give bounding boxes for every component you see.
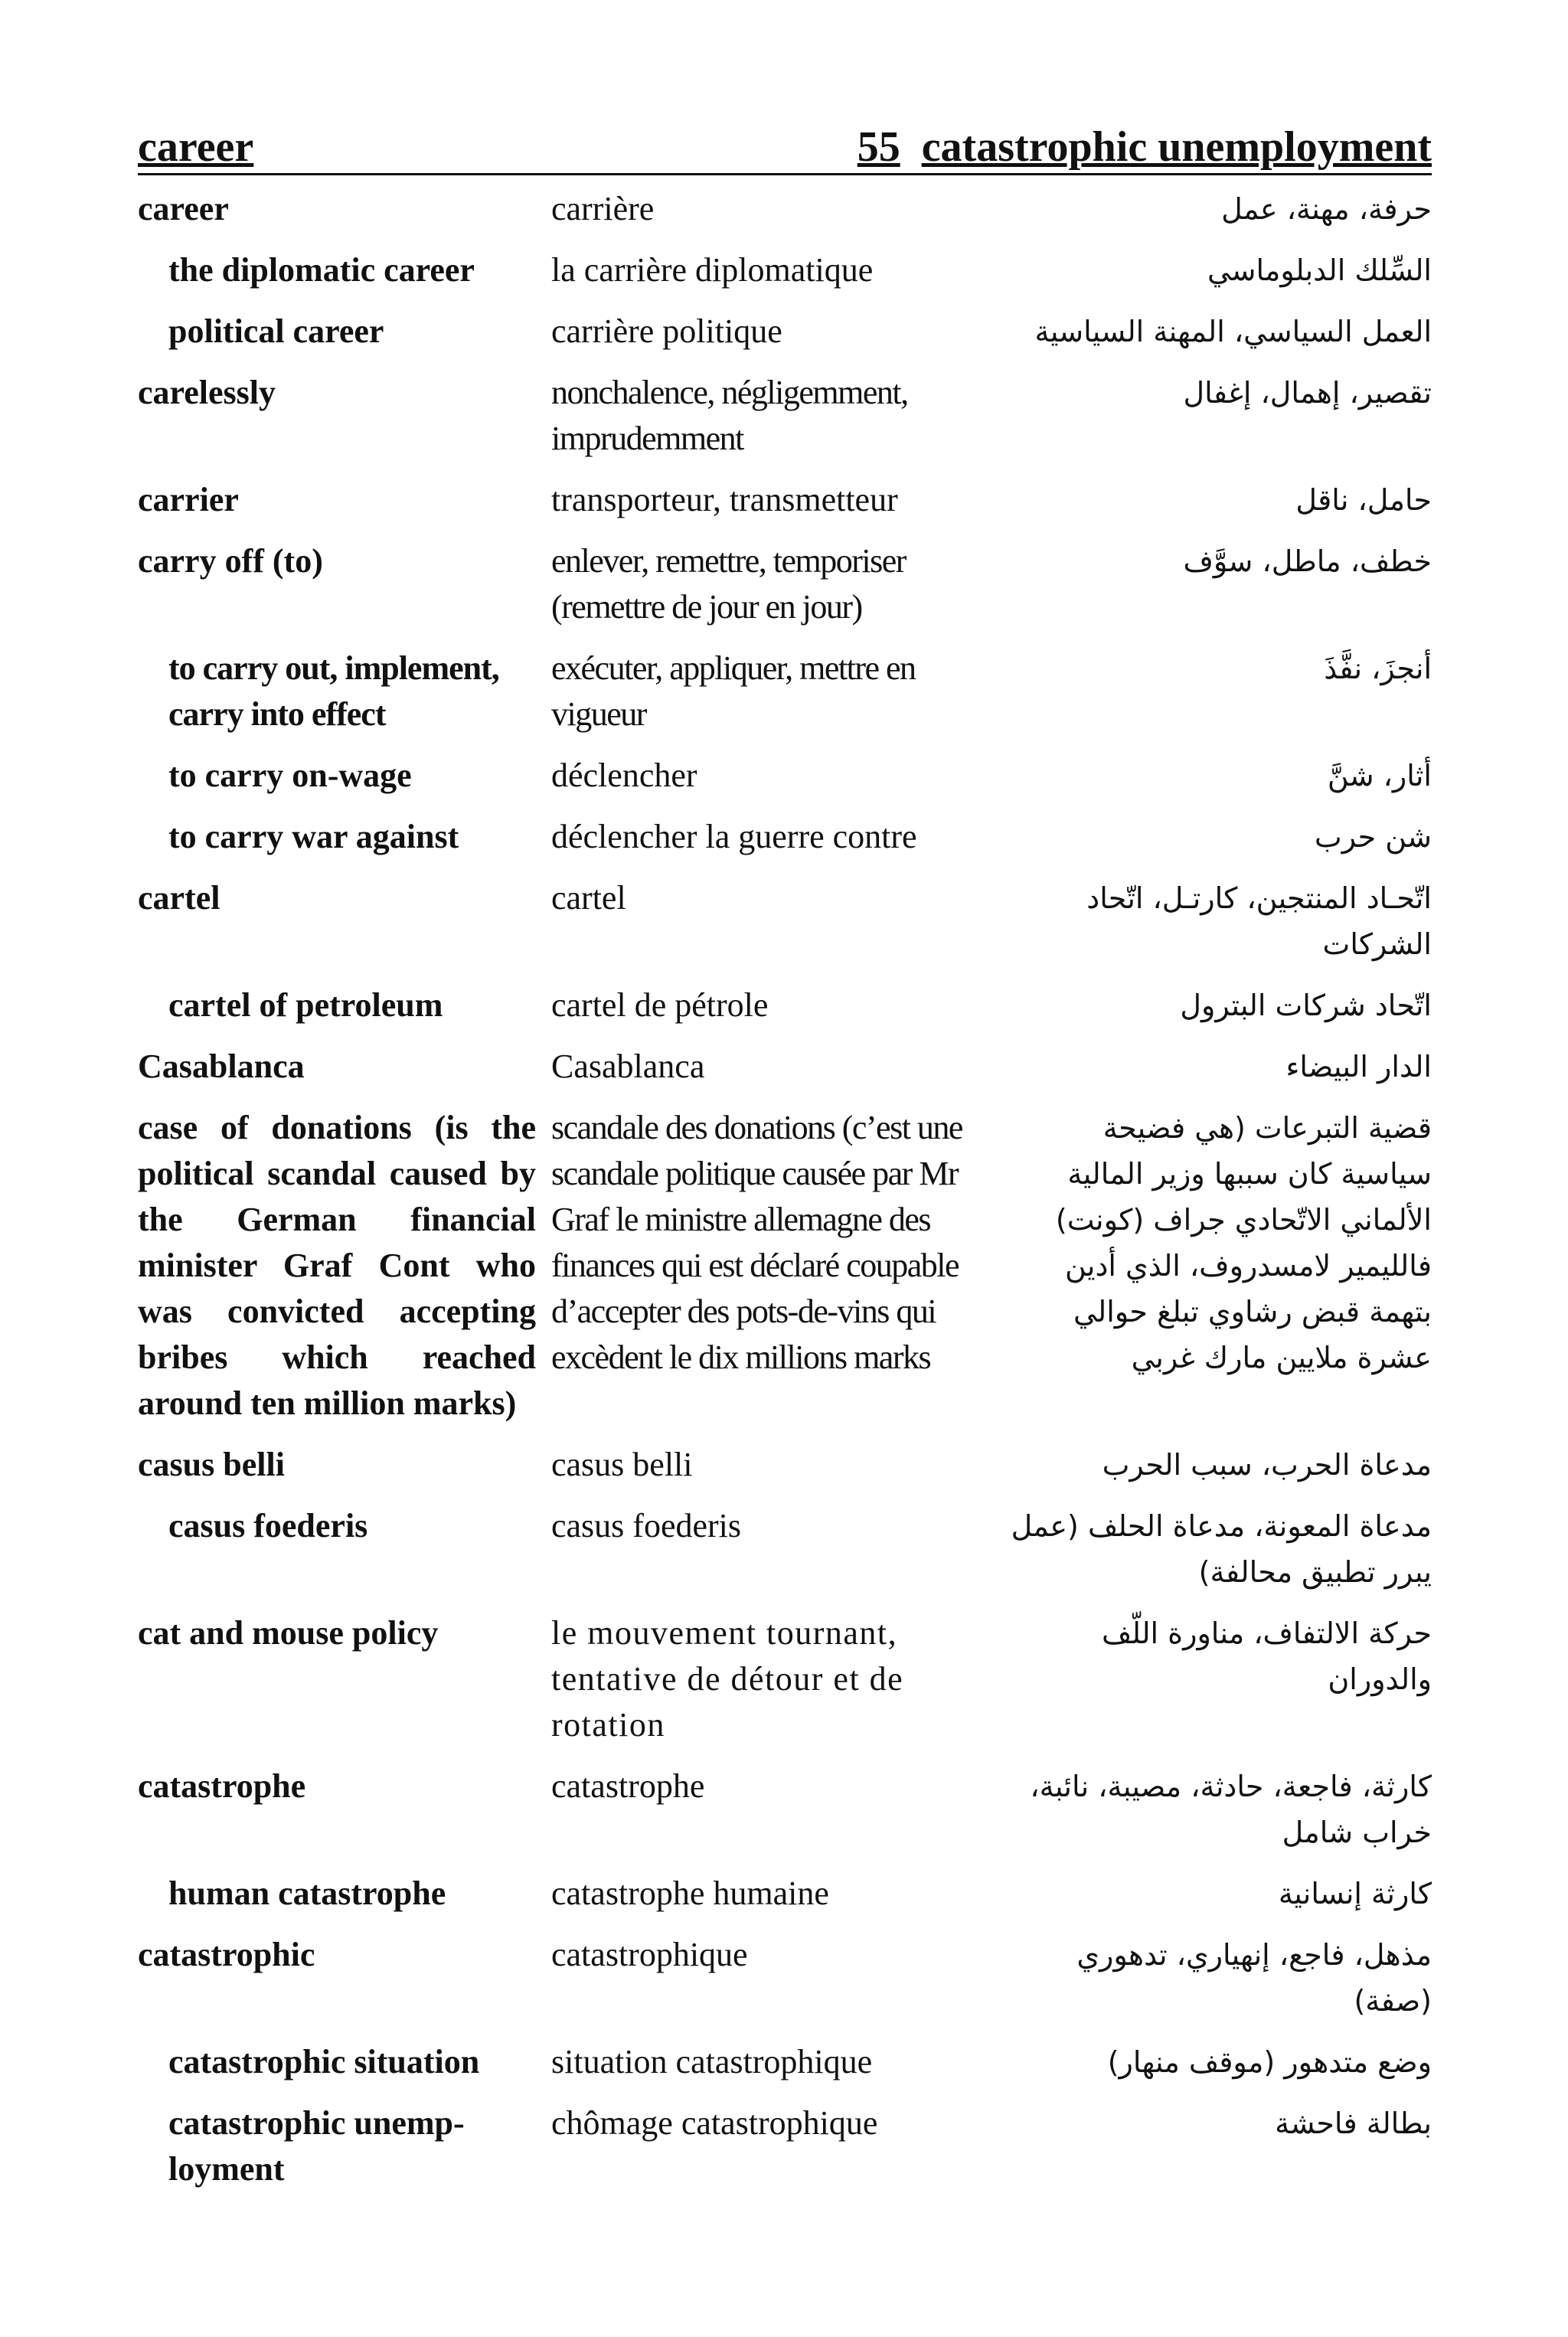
arabic-term: خطف، ماطل، سوَّف [1183, 544, 1432, 578]
french-term: casus foederis [551, 1507, 742, 1544]
entry-list [138, 186, 1432, 2192]
entry-row [138, 982, 1432, 1028]
english-term: cartel of petroleum [168, 986, 443, 1024]
english-term: career [138, 190, 229, 227]
header-last-word: catastrophic unemployment [921, 123, 1432, 171]
english-term: catastrophe [138, 1767, 306, 1805]
arabic-term: اتّحـاد المنتجين، كارتـل، اتّحاد الشركات [1086, 881, 1432, 961]
french-term: exécuter, appliquer, mettre en vigueur [551, 649, 916, 733]
page-number: 55 [857, 123, 900, 171]
english-term: to carry war against [168, 818, 459, 855]
english-term: the diplomatic career [168, 251, 475, 289]
entry-row [138, 1442, 1432, 1488]
entry-row [138, 309, 1432, 355]
french-term: cartel [551, 879, 626, 917]
french-term: la carrière diplomatique [551, 251, 874, 289]
arabic-term: حرفة، مهنة، عمل [1221, 192, 1432, 226]
french-term: catastrophe [551, 1767, 705, 1805]
english-term: carry off (to) [138, 542, 323, 580]
arabic-term: حامل، ناقل [1295, 483, 1432, 517]
entry-row [138, 370, 1432, 462]
french-term: nonchalence, négligemment, imprudemment [551, 374, 908, 457]
english-term: casus belli [138, 1446, 285, 1483]
entry-row [138, 1932, 1432, 2024]
arabic-term: مذهل، فاجع، إنهياري، تدهوري (صفة) [1076, 1938, 1432, 2018]
french-term: catastrophe humaine [551, 1875, 829, 1912]
french-term: situation catastrophique [551, 2043, 873, 2080]
arabic-term: قضية التبرعات (هي فضيحة سياسية كان سببها وزير المالية الألماني الاتّحادي جراف (كونت) فالليمير لامسدروف، الذي أدين بتهمة قبض رشاوي تبلغ حوالي عشرة ملايين مارك غربي [1055, 1111, 1432, 1374]
arabic-term: شن حرب [1314, 820, 1432, 854]
french-term: carrière [551, 190, 655, 227]
english-term: cat and mouse policy [138, 1614, 439, 1652]
english-term: casus foederis [168, 1507, 368, 1544]
french-term: chômage catastrophique [551, 2104, 878, 2142]
entry-row [138, 2039, 1432, 2085]
french-term: scandale des donations (c’est une scandale politique causée par Mr Graf le ministre allemagne des finances qui est déclaré coupable d’accepter des pots-de-vins qui excèdent le dix millions marks [551, 1109, 962, 1376]
french-term: enlever, remettre, temporiser (remettre de jour en jour) [551, 542, 906, 626]
entry-row [138, 538, 1432, 630]
french-term: catastrophique [551, 1936, 748, 1973]
entry-row [138, 2100, 1432, 2192]
english-term: political career [168, 312, 384, 350]
english-term: carrier [138, 481, 239, 518]
arabic-term: مدعاة المعونة، مدعاة الحلف (عمل يبرر تطبيق محالفة) [1011, 1509, 1432, 1589]
entry-row [138, 1105, 1432, 1427]
french-term: déclencher la guerre contre [551, 818, 917, 855]
english-term: human catastrophe [168, 1875, 446, 1912]
arabic-term: أنجزَ، نفَّذَ [1324, 652, 1432, 685]
english-term: catastrophic situation [168, 2043, 480, 2080]
french-term: casus belli [551, 1446, 693, 1483]
entry-row [138, 1503, 1432, 1595]
english-term: to carry on-wage [168, 757, 412, 794]
english-term: catastrophic [138, 1936, 315, 1973]
arabic-term: السِّلك الدبلوماسي [1207, 253, 1432, 287]
french-term: transporteur, transmetteur [551, 481, 898, 518]
arabic-term: بطالة فاحشة [1275, 2107, 1432, 2140]
entry-row [138, 814, 1432, 860]
arabic-term: حركة الالتفاف، مناورة اللّف والدوران [1102, 1616, 1432, 1696]
french-term: le mouvement tournant, tentative de détour et de rotation [551, 1614, 904, 1744]
header-right [858, 118, 1432, 176]
entry-row [138, 646, 1432, 737]
arabic-term: الدار البيضاء [1285, 1050, 1432, 1084]
arabic-term: وضع متدهور (موقف منهار) [1107, 2045, 1432, 2079]
entry-row [138, 1610, 1432, 1748]
arabic-term: أثار، شنَّ [1327, 759, 1432, 793]
entry-row [138, 186, 1432, 232]
entry-row [138, 1044, 1432, 1090]
entry-row [138, 477, 1432, 523]
entry-row [138, 1871, 1432, 1917]
french-term: Casablanca [551, 1048, 705, 1085]
french-term: cartel de pétrole [551, 986, 769, 1024]
french-term: carrière politique [551, 312, 782, 350]
arabic-term: اتّحاد شركات البترول [1180, 989, 1432, 1022]
french-term: déclencher [551, 757, 697, 794]
english-term: case of donations (is the political scandal caused by the German financial minister Graf Cont who was convicted accepting bribes which reached around ten million marks) [138, 1109, 536, 1422]
english-term: carelessly [138, 374, 276, 411]
arabic-term: مدعاة الحرب، سبب الحرب [1102, 1448, 1432, 1482]
dictionary-page [138, 115, 1432, 2192]
running-header [138, 115, 1432, 175]
header-first-word: career [138, 123, 254, 171]
entry-row [138, 247, 1432, 293]
english-term: cartel [138, 879, 220, 917]
arabic-term: تقصير، إهمال، إغفال [1183, 376, 1432, 410]
arabic-term: كارثة إنسانية [1278, 1877, 1432, 1910]
arabic-term: العمل السياسي، المهنة السياسية [1034, 315, 1432, 348]
entry-row [138, 875, 1432, 967]
english-term: catastrophic unemp- loyment [168, 2104, 465, 2188]
entry-row [138, 753, 1432, 799]
arabic-term: كارثة، فاجعة، حادثة، مصيبة، نائبة، خراب شامل [1030, 1770, 1432, 1849]
english-term: Casablanca [138, 1048, 305, 1085]
entry-row [138, 1763, 1432, 1855]
english-term: to carry out, implement, carry into effect [168, 649, 499, 733]
